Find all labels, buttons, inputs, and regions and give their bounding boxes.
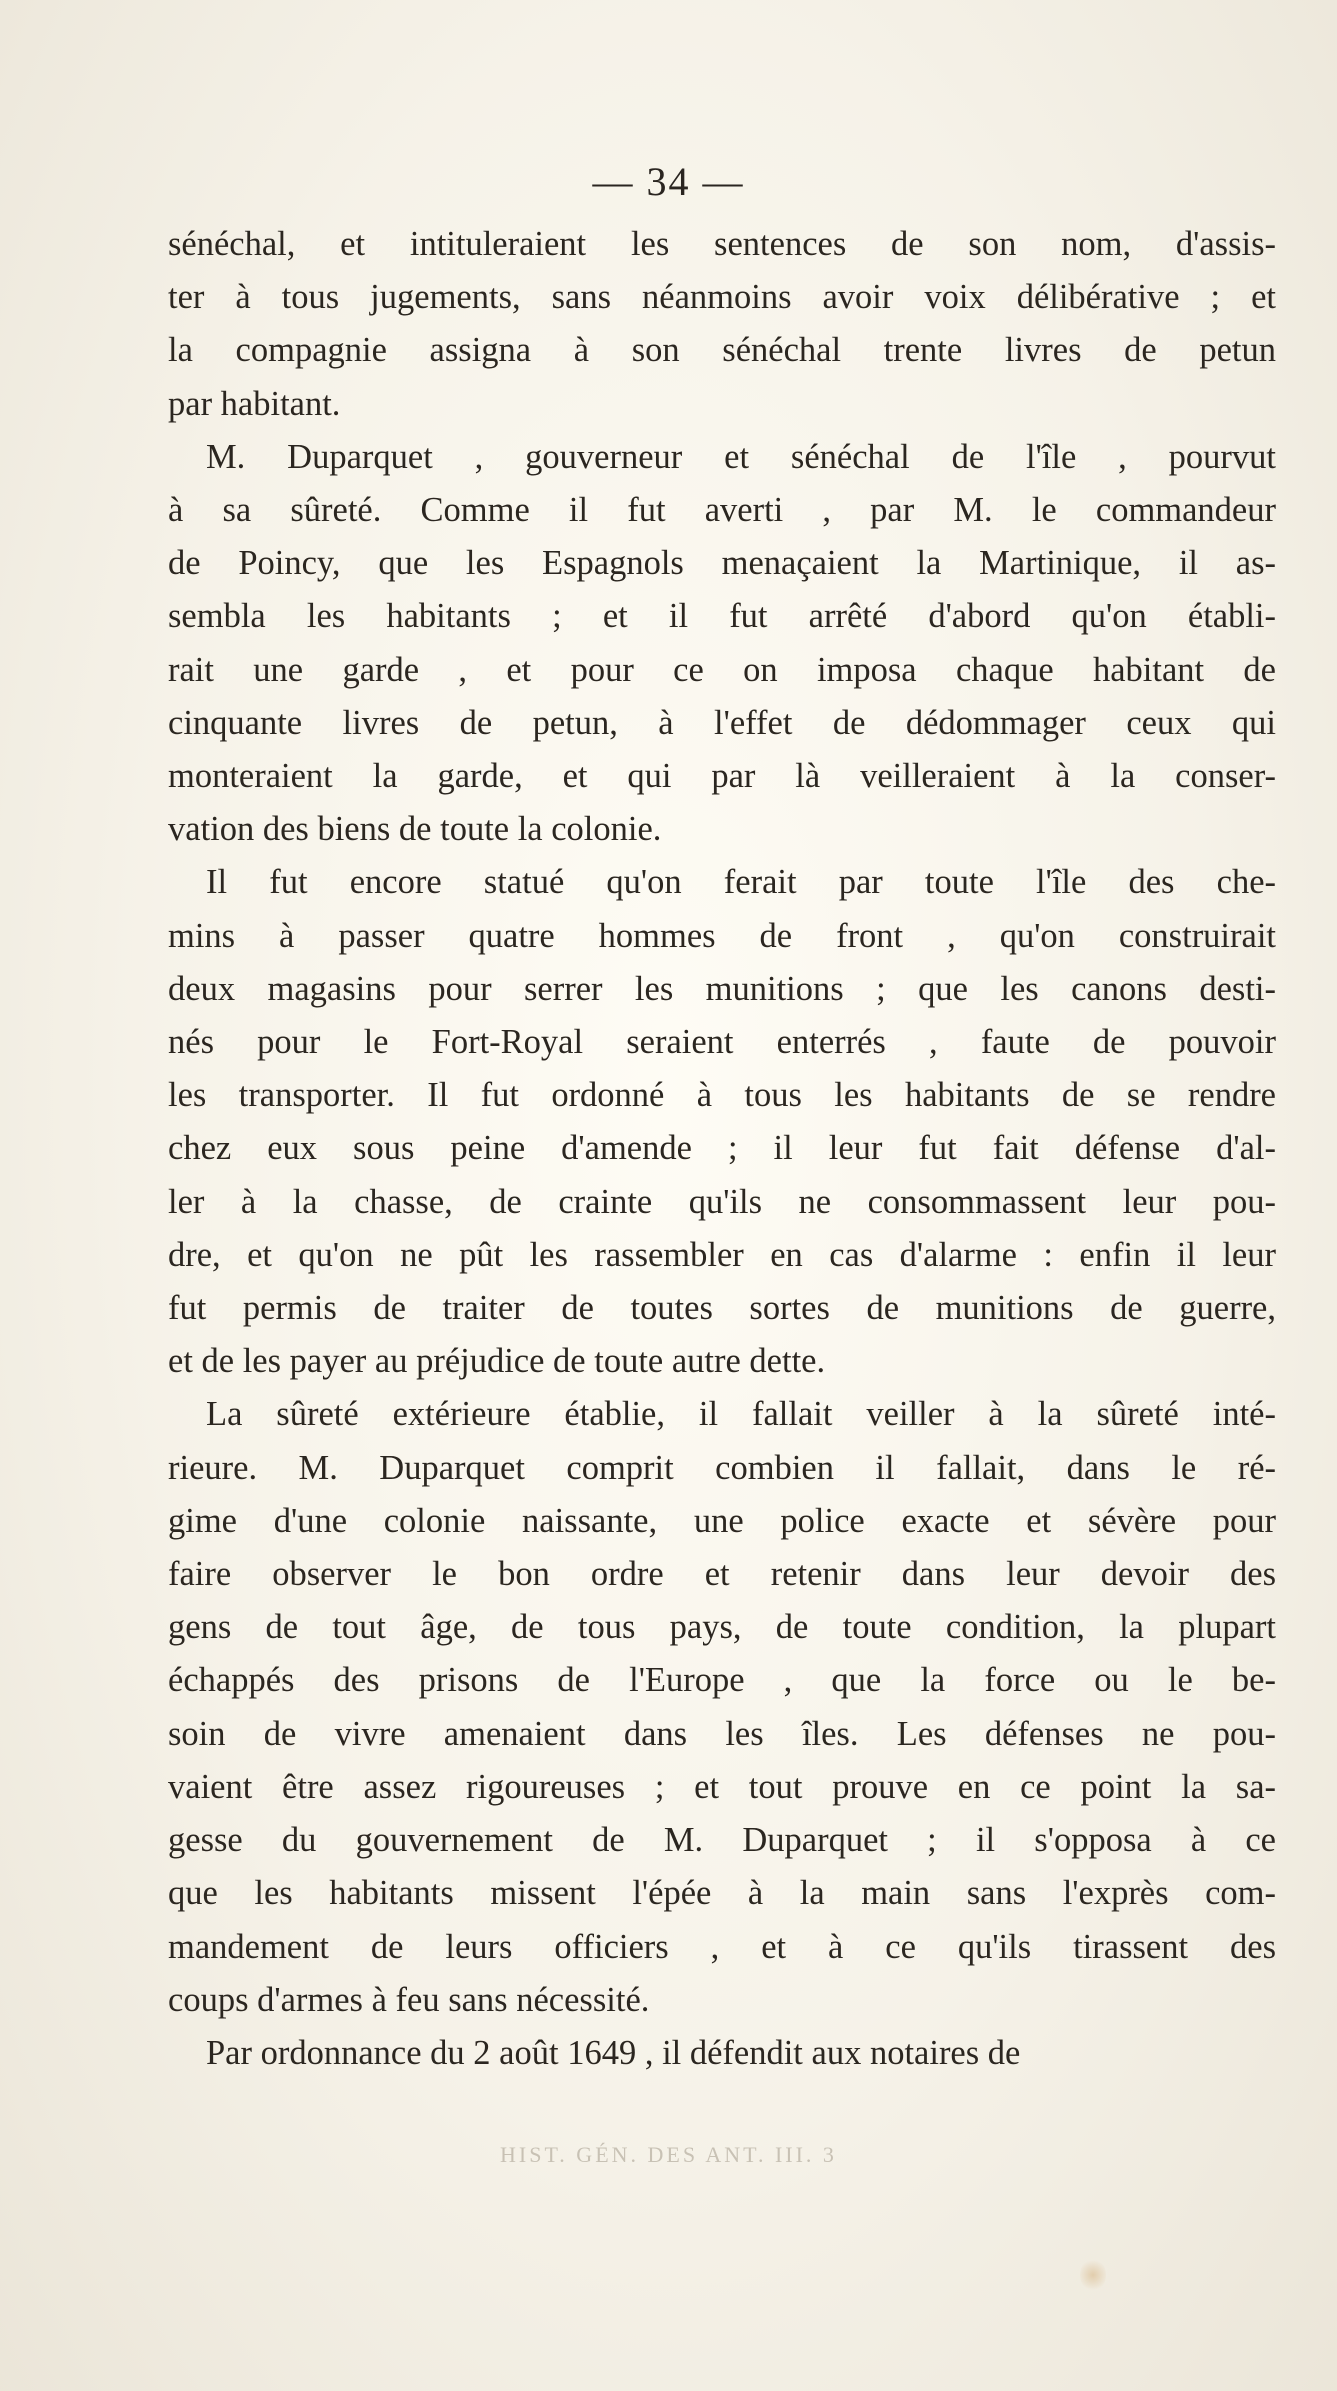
text-line: et de les payer au préjudice de toute autre dette.	[168, 1342, 826, 1381]
footer-signature: HIST. GÉN. DES ANT. III. 3	[500, 2142, 837, 2167]
text-line: deux magasins pour serrer les munitions ; que les canons desti-	[168, 969, 1276, 1008]
text-line: les transporter. Il fut ordonné à tous les habitants de se rendre	[168, 1076, 1276, 1115]
text-line: nés pour le Fort-Royal seraient enterrés , faute de pouvoir	[168, 1023, 1276, 1062]
text-line: vation des biens de toute la colonie.	[168, 810, 662, 849]
text-line: à sa sûreté. Comme il fut averti , par M. le commandeur	[168, 491, 1276, 530]
text-line: gesse du gouvernement de M. Duparquet ; il s'opposa à ce	[168, 1821, 1276, 1860]
text-line: sénéchal, et intituleraient les sentences de son nom, d'assis-	[168, 225, 1276, 263]
text-line: fut permis de traiter de toutes sortes de munitions de guerre,	[168, 1289, 1276, 1328]
text-line: la compagnie assigna à son sénéchal trente livres de petun	[168, 331, 1276, 370]
body-text	[168, 218, 1276, 2080]
text-line: rieure. M. Duparquet comprit combien il fallait, dans le ré-	[168, 1448, 1276, 1487]
text-line: de Poincy, que les Espagnols menaçaient la Martinique, il as-	[168, 544, 1276, 583]
text-line: monteraient la garde, et qui par là veilleraient à la conser-	[168, 757, 1276, 796]
text-line: cinquante livres de petun, à l'effet de dédommager ceux qui	[168, 703, 1276, 742]
text-line: sembla les habitants ; et il fut arrêté d'abord qu'on établi-	[168, 597, 1276, 636]
text-line: ter à tous jugements, sans néanmoins avoir voix délibérative ; et	[168, 278, 1276, 317]
text-line: chez eux sous peine d'amende ; il leur fut fait défense d'al-	[168, 1129, 1276, 1168]
text-line: mins à passer quatre hommes de front , qu'on construirait	[168, 916, 1276, 955]
text-line: échappés des prisons de l'Europe , que la force ou le be-	[168, 1661, 1276, 1700]
text-line: faire observer le bon ordre et retenir dans leur devoir des	[168, 1555, 1276, 1594]
page-number: — 34 —	[592, 159, 745, 204]
text-line: vaient être assez rigoureuses ; et tout prouve en ce point la sa-	[168, 1767, 1276, 1806]
text-line: ler à la chasse, de crainte qu'ils ne consommassent leur pou-	[168, 1182, 1276, 1221]
text-line: La sûreté extérieure établie, il fallait veiller à la sûreté inté-	[206, 1395, 1276, 1434]
text-line: mandement de leurs officiers , et à ce qu'ils tirassent des	[168, 1927, 1276, 1966]
text-line: coups d'armes à feu sans nécessité.	[168, 1980, 650, 2019]
text-line: Il fut encore statué qu'on ferait par toute l'île des che-	[206, 863, 1276, 902]
text-line: par habitant.	[168, 384, 341, 423]
text-line: M. Duparquet , gouverneur et sénéchal de l'île , pourvut	[206, 437, 1276, 476]
text-line: gime d'une colonie naissante, une police exacte et sévère pour	[168, 1501, 1276, 1540]
text-line: Par ordonnance du 2 août 1649 , il défendit aux notaires de	[206, 2033, 1021, 2072]
text-line: soin de vivre amenaient dans les îles. Les défenses ne pou-	[168, 1714, 1276, 1753]
text-line: que les habitants missent l'épée à la main sans l'exprès com-	[168, 1874, 1276, 1913]
text-line: gens de tout âge, de tous pays, de toute condition, la plupart	[168, 1608, 1276, 1647]
text-line: dre, et qu'on ne pût les rassembler en cas d'alarme : enfin il leur	[168, 1235, 1276, 1274]
text-line: rait une garde , et pour ce on imposa chaque habitant de	[168, 650, 1276, 689]
paper-stain	[1080, 2258, 1106, 2292]
